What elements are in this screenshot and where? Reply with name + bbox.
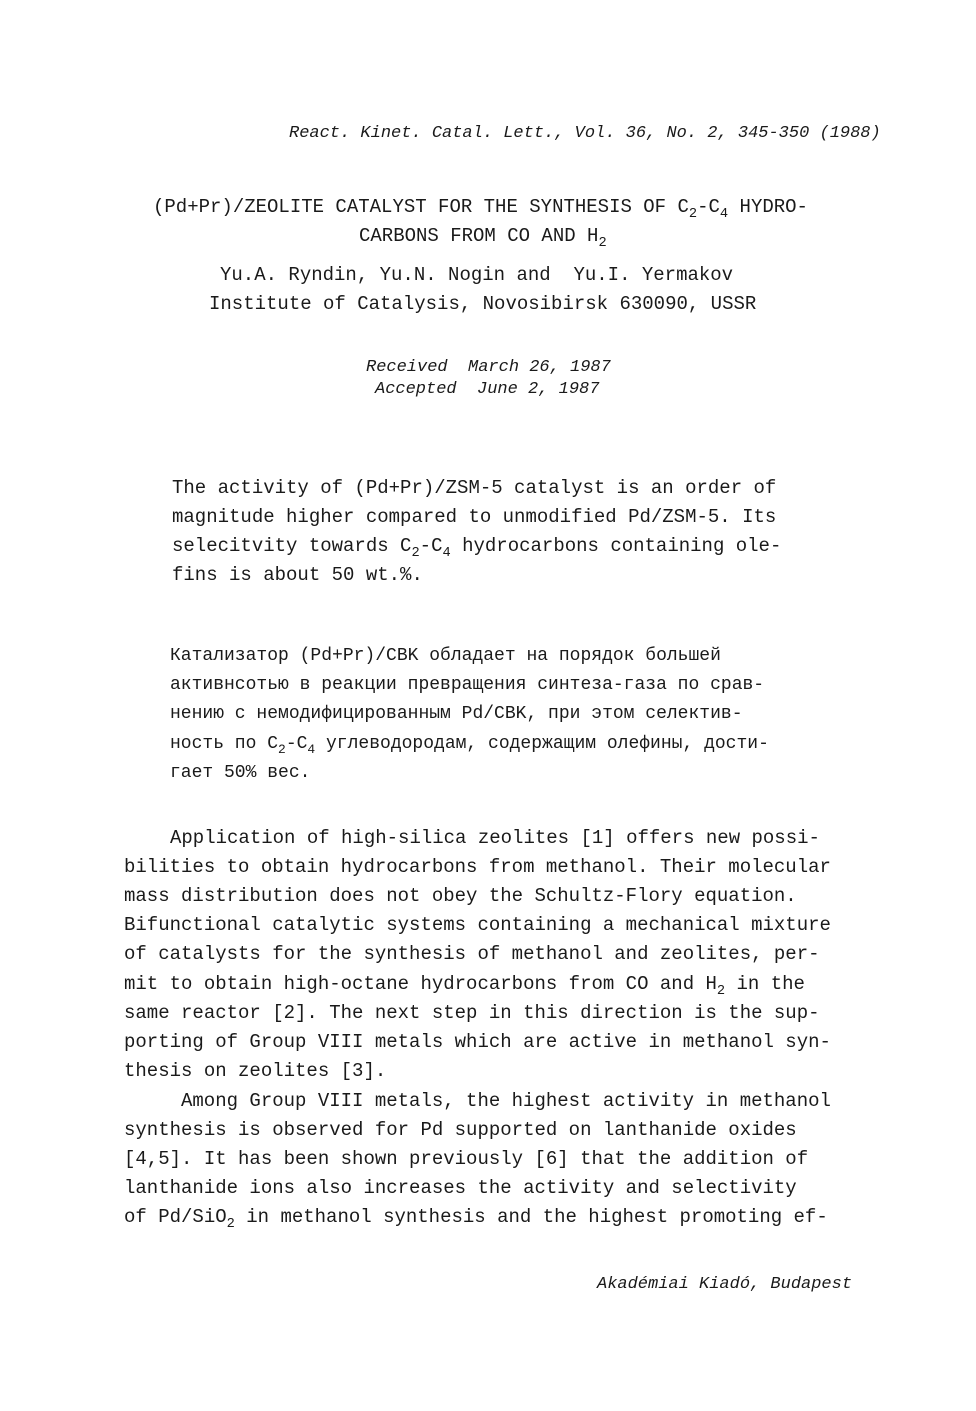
body-line: [4,5]. It has been shown previously [6] that the addition of [124,1148,809,1170]
body-line: Bifunctional catalytic systems containing a mechanical mixture [124,914,831,936]
accepted-date: Accepted June 2, 1987 [375,380,600,399]
abstract-en-line: magnitude higher compared to unmodified Pd/ZSM-5. Its [172,506,777,528]
journal-reference: React. Kinet. Catal. Lett., Vol. 36, No. 2, 345-350 (1988) [289,124,881,143]
body-line: mit to obtain high-octane hydrocarbons from CO and $H_2$ in the [124,973,805,1000]
paper-title-line-1: (Pd+Pr)/ZEOLITE CATALYST FOR THE SYNTHESIS OF $C_2-C_4$ HYDRO- [153,196,808,223]
paper-title-line-2: CARBONS FROM CO AND $H_2$ [359,225,607,252]
body-line: thesis on zeolites [3]. [124,1060,387,1082]
abstract-en-line: The activity of (Pd+Pr)/ZSM-5 catalyst is an order of [172,477,777,499]
body-line: porting of Group VIII metals which are active in methanol syn- [124,1031,831,1053]
body-line: mass distribution does not obey the Schultz-Flory equation. [124,885,797,907]
abstract-ru-line: активнсотью в реакции превращения синтеза-газа по срав- [170,675,765,695]
authors: Yu.A. Ryndin, Yu.N. Nogin and Yu.I. Yermakov [220,264,734,286]
body-line: lanthanide ions also increases the activity and selectivity [124,1177,797,1199]
affiliation: Institute of Catalysis, Novosibirsk 630090, USSR [209,293,757,315]
body-line: Among Group VIII metals, the highest activity in methanol [181,1090,831,1112]
body-line: same reactor [2]. The next step in this direction is the sup- [124,1002,820,1024]
body-line: of Pd/SiO$_2$ in methanol synthesis and the highest promoting ef- [124,1206,828,1233]
publisher-footer: Akadémiai Kiadó, Budapest [597,1275,853,1294]
abstract-ru-line: ность по $C_2-C_4$ углеводородам, содержащим олефины, дости- [170,734,769,757]
body-line: of catalysts for the synthesis of methanol and zeolites, per- [124,943,820,965]
body-line: Application of high-silica zeolites [1] offers new possi- [170,827,820,849]
body-line: bilities to obtain hydrocarbons from methanol. Their molecular [124,856,831,878]
body-line: synthesis is observed for Pd supported on lanthanide oxides [124,1119,797,1141]
abstract-en-line: fins is about 50 wt.%. [172,564,423,586]
abstract-ru-line: Катализатор (Pd+Pr)/CBK обладает на порядок большей [170,646,721,666]
abstract-en-line: selecitvity towards $C_2-C_4$ hydrocarbons containing ole- [172,535,782,562]
abstract-ru-line: гает 50% вес. [170,763,311,783]
received-date: Received March 26, 1987 [366,358,611,377]
abstract-ru-line: нению с немодифицированным Pd/CBK, при этом селектив- [170,704,743,724]
